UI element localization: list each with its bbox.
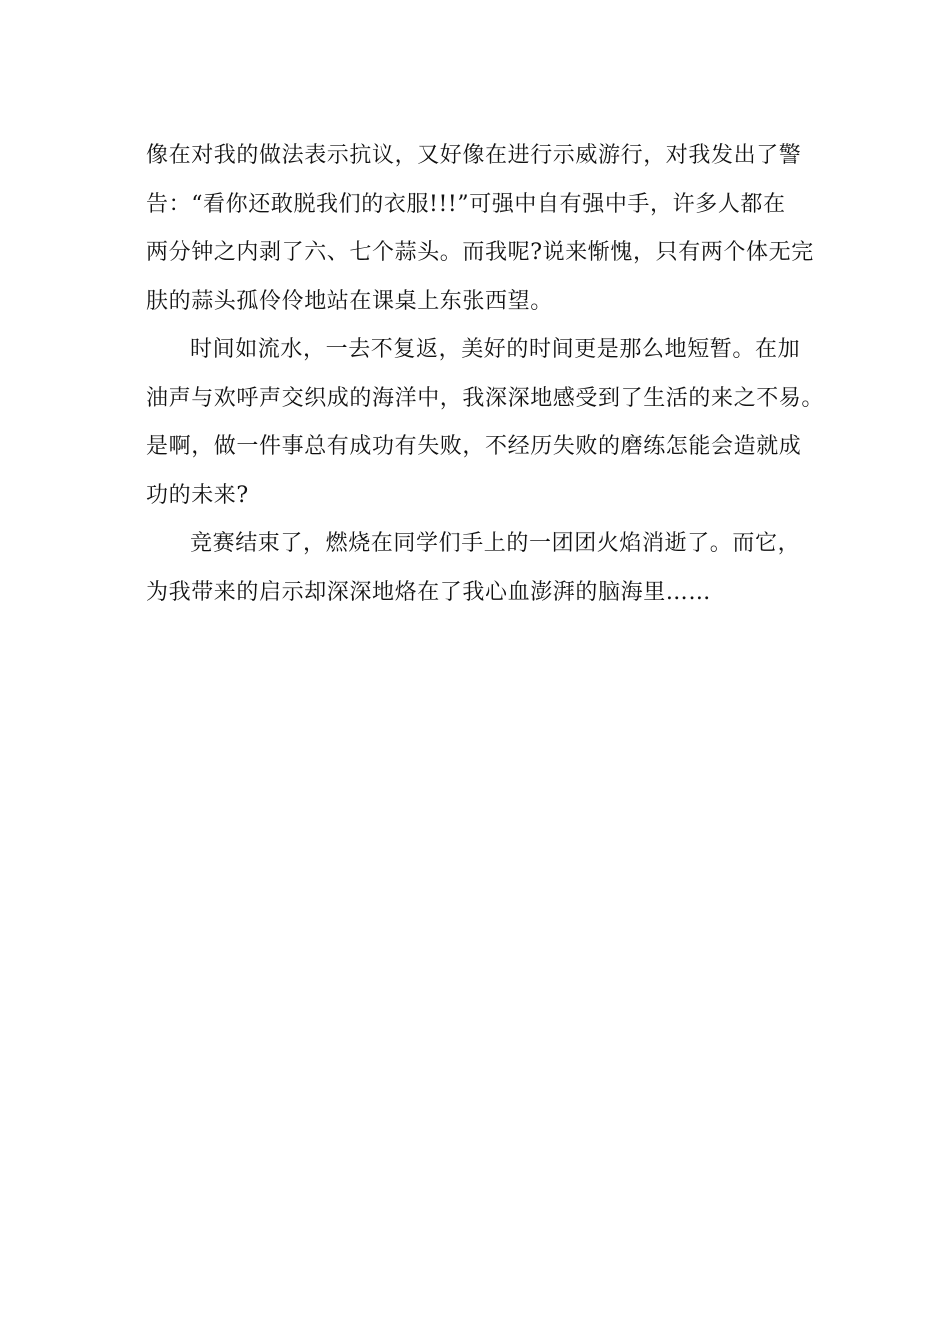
paragraph-2 [146,326,826,520]
text-line: 肤的蒜头孤伶伶地站在课桌上东张西望。 [146,288,553,314]
text-line: 告：“看你还敢脱我们的衣服!!!”可强中自有强中手，许多人都在 [146,191,786,217]
text-line: 是啊，做一件事总有成功有失败，不经历失败的磨练怎能会造就成 [146,434,802,459]
text-line-indented: 竞赛结束了，燃烧在同学们手上的一团团火焰消逝了。而它， [190,531,801,556]
text-line: 像在对我的做法表示抗议，又好像在进行示威游行，对我发出了警 [146,143,802,168]
text-line: 两分钟之内剥了六、七个蒜头。而我呢?说来惭愧，只有两个体无完 [146,240,814,265]
paragraph-1 [146,132,826,326]
paragraph-3 [146,520,826,617]
document-body [146,132,826,617]
text-line: 为我带来的启示却深深地烙在了我心血澎湃的脑海里…… [146,579,712,605]
text-line-indented: 时间如流水，一去不复返，美好的时间更是那么地短暂。在加 [190,337,801,362]
text-line: 功的未来? [146,482,249,508]
text-line: 油声与欢呼声交织成的海洋中，我深深地感受到了生活的来之不易。 [146,385,825,411]
